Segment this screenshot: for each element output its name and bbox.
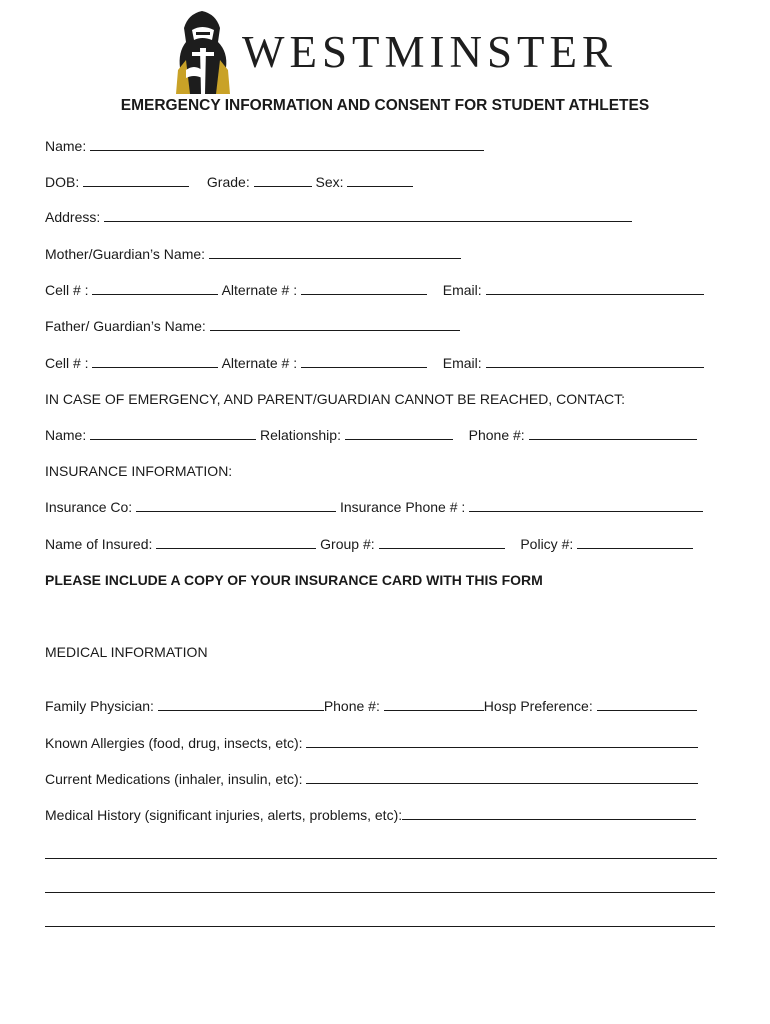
- relationship-field[interactable]: [345, 427, 453, 440]
- grade-field[interactable]: [254, 174, 312, 187]
- medications-field[interactable]: [306, 771, 698, 784]
- emergency-phone-field[interactable]: [529, 427, 697, 440]
- physician-phone-label: Phone #:: [323, 698, 380, 714]
- mother-name-field[interactable]: [209, 246, 461, 259]
- insured-row: [45, 535, 693, 553]
- dob-field[interactable]: [83, 174, 189, 187]
- school-logo: [172, 8, 617, 96]
- policy-label: Policy #:: [520, 536, 574, 552]
- father-name-label: Father/ Guardian’s Name:: [45, 318, 206, 334]
- insurance-company-row: [45, 498, 703, 516]
- insurance-company-label: Insurance Co:: [45, 499, 133, 515]
- insurance-heading: INSURANCE INFORMATION:: [45, 463, 233, 479]
- father-email-field[interactable]: [486, 355, 704, 368]
- sex-label: Sex:: [315, 174, 344, 190]
- medications-label: Current Medications (inhaler, insulin, etc):: [45, 771, 303, 787]
- physician-field[interactable]: [158, 698, 324, 711]
- name-field[interactable]: [90, 138, 484, 151]
- insurance-phone-field[interactable]: [469, 499, 703, 512]
- page-title: EMERGENCY INFORMATION AND CONSENT FOR STUDENT ATHLETES: [120, 97, 650, 114]
- mother-name-row: [45, 245, 461, 263]
- knight-helmet-icon: [172, 8, 234, 94]
- policy-field[interactable]: [577, 536, 693, 549]
- mother-alternate-label: Alternate # :: [221, 282, 298, 298]
- allergies-field[interactable]: [306, 735, 698, 748]
- insurance-company-field[interactable]: [136, 499, 336, 512]
- father-name-field[interactable]: [210, 318, 460, 331]
- emergency-phone-label: Phone #:: [468, 427, 525, 443]
- group-field[interactable]: [379, 536, 505, 549]
- medications-row: [45, 770, 698, 788]
- logo-wordmark: WESTMINSTER: [242, 27, 617, 77]
- allergies-row: [45, 734, 698, 752]
- medical-history-label: Medical History (significant injuries, alerts, problems, etc):: [45, 807, 403, 823]
- insured-name-field[interactable]: [156, 536, 316, 549]
- father-alternate-label: Alternate # :: [221, 355, 298, 371]
- allergies-label: Known Allergies (food, drug, insects, etc):: [45, 735, 303, 751]
- medical-history-line-2[interactable]: [45, 892, 715, 893]
- father-alternate-field[interactable]: [301, 355, 427, 368]
- insured-name-label: Name of Insured:: [45, 536, 153, 552]
- medical-history-field[interactable]: [402, 807, 696, 820]
- relationship-label: Relationship:: [260, 427, 341, 443]
- emergency-heading: IN CASE OF EMERGENCY, AND PARENT/GUARDIAN CANNOT BE REACHED, CONTACT:: [45, 391, 626, 407]
- hosp-preference-field[interactable]: [597, 698, 697, 711]
- insurance-card-notice: PLEASE INCLUDE A COPY OF YOUR INSURANCE CARD WITH THIS FORM: [45, 572, 543, 588]
- mother-alternate-field[interactable]: [301, 282, 427, 295]
- hosp-preference-label: Hosp Preference:: [483, 698, 593, 714]
- physician-phone-field[interactable]: [384, 698, 484, 711]
- father-cell-label: Cell # :: [45, 355, 89, 371]
- medical-history-line-1[interactable]: [45, 858, 717, 859]
- father-cell-field[interactable]: [92, 355, 218, 368]
- medical-history-row: [45, 806, 696, 824]
- group-label: Group #:: [320, 536, 375, 552]
- physician-row: [45, 697, 697, 715]
- address-label: Address:: [45, 209, 101, 225]
- mother-email-label: Email:: [442, 282, 482, 298]
- address-row: [45, 208, 632, 226]
- emergency-name-field[interactable]: [90, 427, 256, 440]
- mother-name-label: Mother/Guardian’s Name:: [45, 246, 206, 262]
- dob-row: [45, 173, 413, 191]
- mother-email-field[interactable]: [486, 282, 704, 295]
- father-email-label: Email:: [442, 355, 482, 371]
- sex-field[interactable]: [347, 174, 413, 187]
- medical-history-line-3[interactable]: [45, 926, 715, 927]
- father-name-row: [45, 317, 460, 335]
- emergency-name-label: Name:: [45, 427, 87, 443]
- medical-heading: MEDICAL INFORMATION: [45, 644, 208, 660]
- grade-label: Grade:: [206, 174, 250, 190]
- insurance-phone-label: Insurance Phone # :: [339, 499, 466, 515]
- father-contact-row: [45, 354, 704, 372]
- dob-label: DOB:: [45, 174, 80, 190]
- mother-contact-row: [45, 281, 704, 299]
- mother-cell-label: Cell # :: [45, 282, 89, 298]
- name-label: Name:: [45, 138, 87, 154]
- address-field[interactable]: [104, 209, 632, 222]
- student-name-row: [45, 137, 484, 155]
- mother-cell-field[interactable]: [92, 282, 218, 295]
- emergency-contact-row: [45, 426, 697, 444]
- physician-label: Family Physician:: [45, 698, 154, 714]
